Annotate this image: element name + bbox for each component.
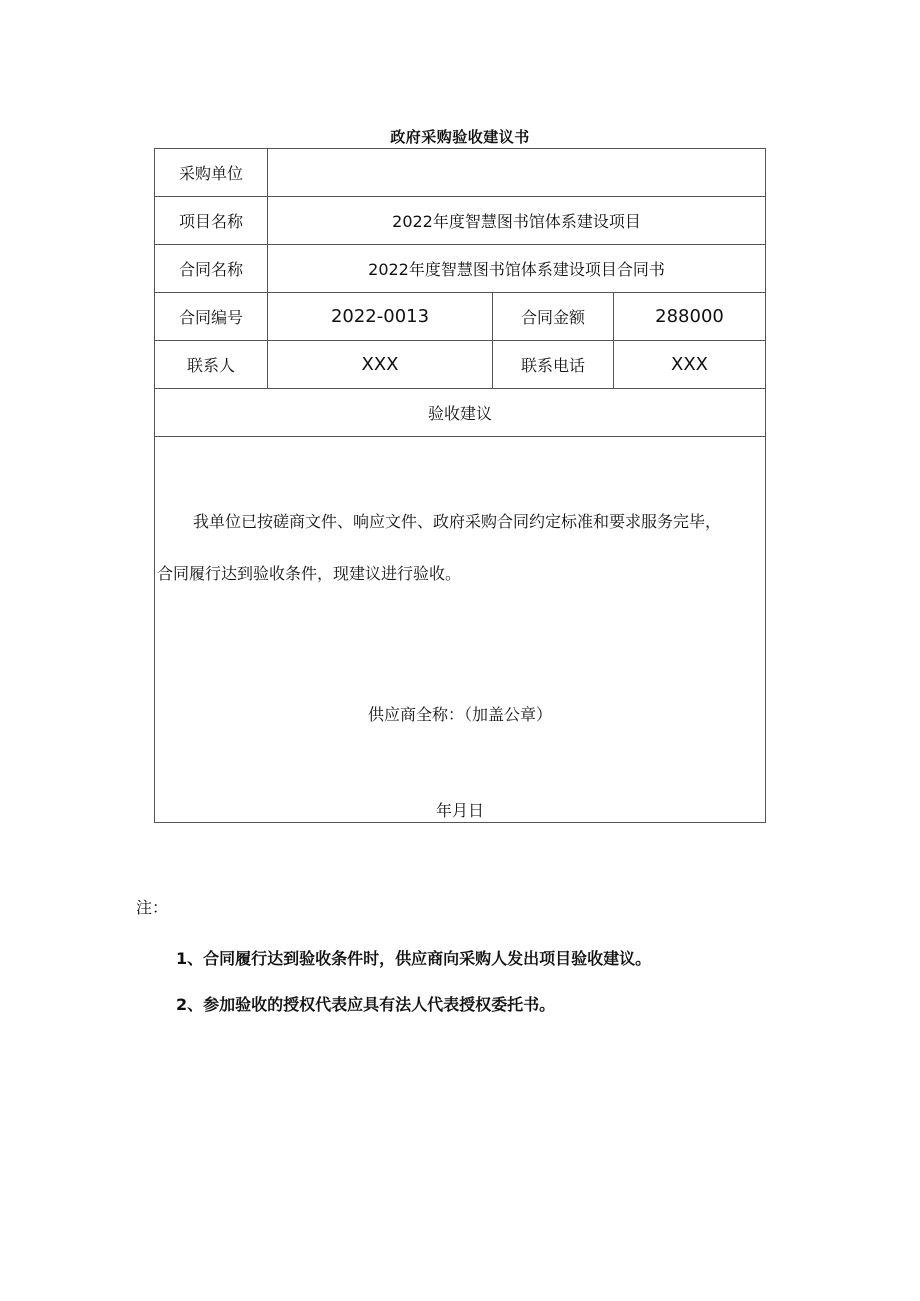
opinion-text-line-2: 合同履行达到验收条件，现建议进行验收。 <box>157 564 462 583</box>
contract-number-value: 2022-0013 <box>268 293 493 341</box>
contract-name-label: 合同名称 <box>155 245 268 293</box>
phone-label: 联系电话 <box>493 341 614 389</box>
purchaser-value <box>268 149 766 197</box>
project-name-value: 2022年度智慧图书馆体系建设项目 <box>268 197 766 245</box>
opinion-header-row <box>155 389 766 437</box>
contract-amount-value: 288000 <box>614 293 766 341</box>
note-item-1: 1、合同履行达到验收条件时，供应商向采购人发出项目验收建议。 <box>176 949 652 968</box>
contact-label: 联系人 <box>155 341 268 389</box>
contract-name-row <box>155 245 766 293</box>
notes-label: 注： <box>136 898 169 917</box>
note-item-2: 2、参加验收的授权代表应具有法人代表授权委托书。 <box>176 995 556 1014</box>
contact-row <box>155 341 766 389</box>
opinion-body-row <box>155 437 766 823</box>
acceptance-form-table <box>154 148 766 823</box>
purchaser-row <box>155 149 766 197</box>
contract-number-row <box>155 293 766 341</box>
opinion-body-cell <box>155 437 766 823</box>
contact-value: XXX <box>268 341 493 389</box>
date-line: 年月日 <box>436 801 485 820</box>
contract-name-value: 2022年度智慧图书馆体系建设项目合同书 <box>268 245 766 293</box>
supplier-signature-line: 供应商全称：（加盖公章） <box>368 705 553 724</box>
opinion-text-line-1: 我单位已按磋商文件、响应文件、政府采购合同约定标准和要求服务完毕， <box>193 512 722 531</box>
project-name-label: 项目名称 <box>155 197 268 245</box>
contract-amount-label: 合同金额 <box>493 293 614 341</box>
contract-number-label: 合同编号 <box>155 293 268 341</box>
phone-value: XXX <box>614 341 766 389</box>
purchaser-label: 采购单位 <box>155 149 268 197</box>
opinion-header: 验收建议 <box>155 389 766 437</box>
document-title: 政府采购验收建议书 <box>390 128 530 146</box>
project-name-row <box>155 197 766 245</box>
